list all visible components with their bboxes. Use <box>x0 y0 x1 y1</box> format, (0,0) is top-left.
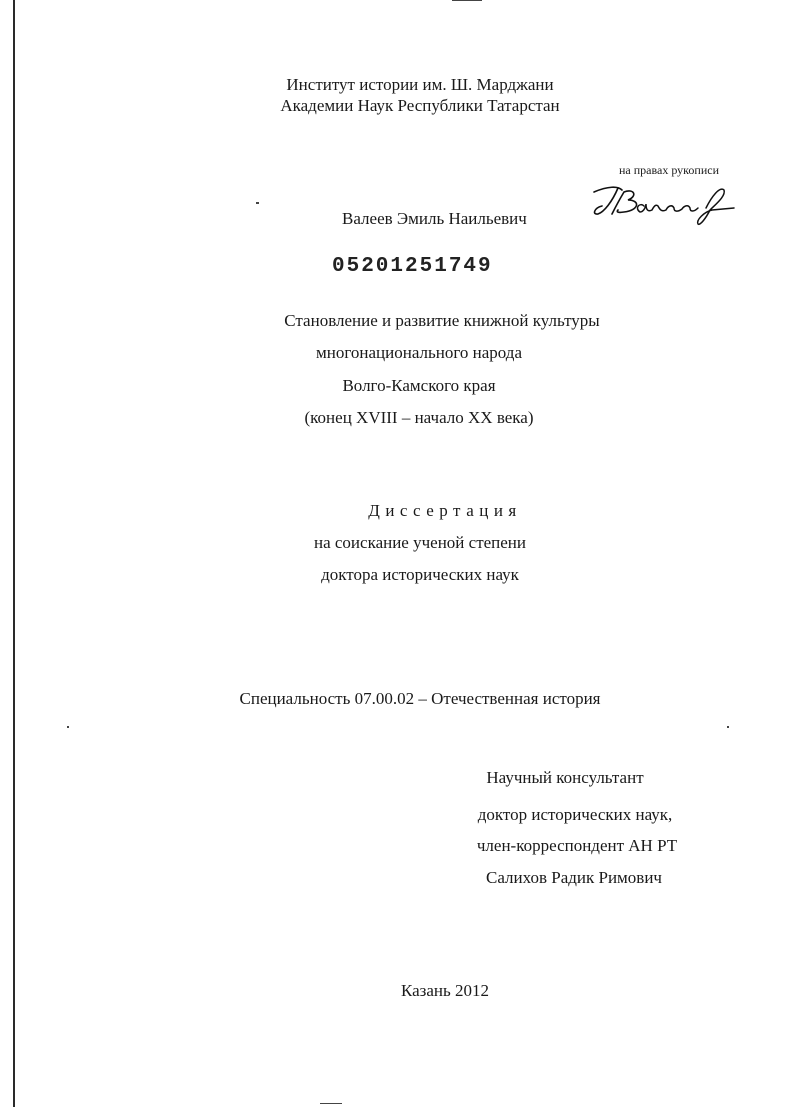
specialty: Специальность 07.00.02 – Отечественная история <box>239 689 601 708</box>
consultant-name: Салихов Радик Римович <box>486 868 662 887</box>
title-line-2: многонационального народа <box>315 343 523 362</box>
manuscript-note: на правах рукописи <box>619 163 719 177</box>
scan-speck <box>67 726 69 728</box>
consultant-position: член-корреспондент АН РТ <box>476 836 678 855</box>
scan-speck <box>256 202 259 204</box>
registration-number: 05201251749 <box>332 255 493 278</box>
scan-speck <box>320 1103 342 1104</box>
consultant-degree: доктор исторических наук, <box>477 805 673 824</box>
scan-edge-line <box>13 0 15 1107</box>
work-type-heading: Диссертация <box>368 501 522 520</box>
title-line-3: Волго-Камского края <box>342 376 496 395</box>
handwritten-signature-icon <box>588 182 738 230</box>
city-year: Казань 2012 <box>400 981 490 1000</box>
title-line-4: (конец XVIII – начало XX века) <box>304 408 534 427</box>
work-type-line-2: доктора исторических наук <box>321 565 519 584</box>
title-line-1: Становление и развитие книжной культуры <box>284 311 600 330</box>
work-type-line-1: на соискание ученой степени <box>313 533 527 552</box>
institution-line-2: Академии Наук Республики Татарстан <box>280 96 560 115</box>
scan-speck <box>452 0 482 1</box>
institution-line-1: Институт истории им. Ш. Марджани <box>286 75 554 94</box>
consultant-label: Научный консультант <box>486 768 644 787</box>
scan-speck <box>727 726 729 728</box>
author-name: Валеев Эмиль Наильевич <box>342 209 527 228</box>
